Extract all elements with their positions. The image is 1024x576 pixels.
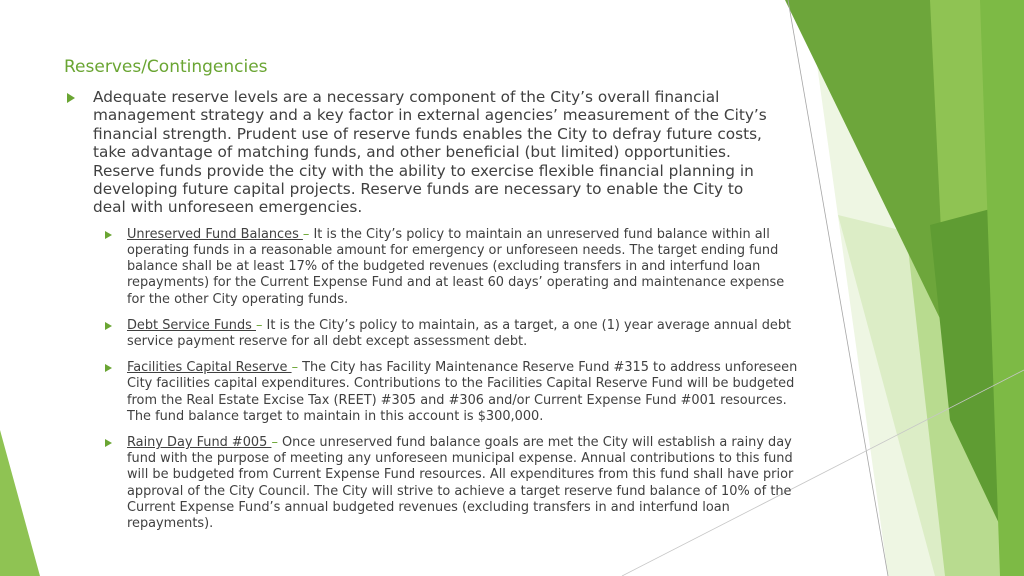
item-term: Debt Service Funds [127, 317, 256, 333]
item-text: It is the City’s policy to maintain, as a target, a one (1) year average annual debt service payment reserve for all debt except assessment debt. [127, 317, 792, 350]
bullet-arrow-icon [105, 322, 112, 330]
item-text: The City has Facility Maintenance Reserve Fund #315 to address unforeseen City facilities capital expenditures. Contributions to the Facilities Capital Reserve Fund will be budgeted from the Real Estate Excise Tax (REET) #305 and #306 and/or Current Expense Fund #001 resources. The fund balance target to maintain in this account is $300,000. [127, 360, 798, 424]
content-list [64, 88, 798, 542]
intro-text: Adequate reserve levels are a necessary component of the City’s overall financial management strategy and a key factor in external agencies’ measurement of the City’s financial strength. Prudent use of reserve funds enables the City to defray future costs, take advantage of matching funds, and other beneficial (but limited) opportunities. Reserve funds provide the city with the ability to exercise flexible financial planning in developing future capital projects. Reserve funds are necessary to enable the City to deal with unforeseen emergencies. [93, 88, 767, 217]
slide-title: Reserves/Contingencies [64, 57, 268, 77]
item-term: Unreserved Fund Balances [127, 226, 303, 242]
item-dash: – [255, 317, 263, 333]
bullet-arrow-icon [105, 231, 112, 239]
item-term: Rainy Day Fund #005 [127, 435, 272, 451]
bullet-arrow-icon [67, 93, 75, 103]
item-dash: – [271, 435, 278, 451]
item-text: Once unreserved fund balance goals are met the City will establish a rainy day fund with the purpose of meeting any unforeseen municipal expense. Annual contributions to this fund will be budgeted from Current Expense Fund resources. All expenditures from this fund shall have prior approval of the City Council. The City will strive to achieve a target reserve fund balance of 10% of the Current Expense Fund’s annual budgeted revenues (excluding transfers in and interfund loan repayments). [127, 435, 794, 532]
list-item-facilities-capital-reserve [105, 360, 805, 425]
reserve-fund-list [105, 227, 805, 532]
intro-bullet [64, 88, 776, 217]
item-term: Facilities Capital Reserve [127, 360, 292, 376]
list-item-debt-service-funds [105, 318, 805, 350]
bullet-arrow-icon [105, 364, 112, 372]
item-dash: – [302, 226, 310, 242]
list-item-unreserved-fund-balances [105, 227, 805, 308]
decor-shape-left-sliver [0, 430, 40, 576]
item-dash: – [291, 360, 299, 376]
item-text: It is the City’s policy to maintain an unreserved fund balance within all operating funds in a reasonable amount for emergency or unforeseen needs. The target ending fund balance shall be at least 17% of the budgeted revenues (excluding transfers in and interfund loan repayments) for the Current Expense Fund and at least 60 days’ operating and maintenance expense for the other City operating funds. [127, 226, 785, 307]
list-item-rainy-day-fund [105, 435, 805, 532]
bullet-arrow-icon [105, 439, 112, 447]
